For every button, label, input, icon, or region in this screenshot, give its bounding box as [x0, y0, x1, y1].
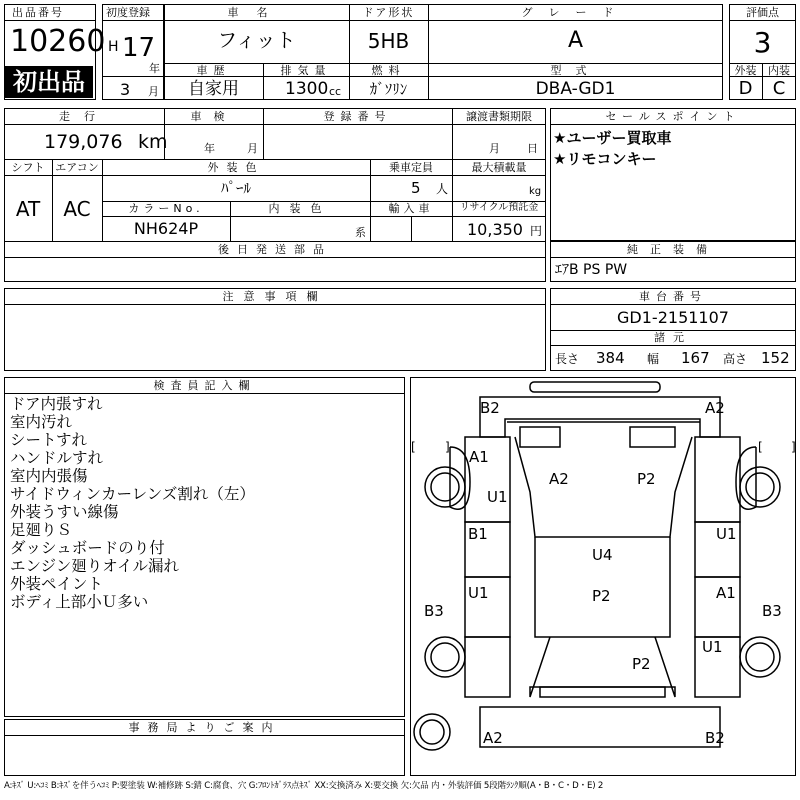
ac: AC [63, 197, 91, 221]
inspector-line: 外装ペイント [10, 575, 104, 593]
mark-a2-bottom: A2 [483, 729, 503, 747]
equipment-label: 純正装備 [627, 243, 719, 256]
interior-grade: C [772, 78, 786, 99]
mark-u1-right-bottom: U1 [702, 638, 723, 656]
lot-label: 出品番号 [12, 6, 64, 19]
reg-month-unit: 月 [148, 85, 159, 98]
recycle-label: リサイクル預託金 [459, 202, 539, 213]
mileage-unit: km [138, 131, 168, 153]
mileage-label: 走行 [59, 110, 109, 123]
fuel: ｶﾞｿﾘﾝ [369, 80, 408, 98]
transfer-day-unit: 日 [527, 142, 538, 155]
inspector-line: 足廻りＳ [10, 521, 73, 539]
capacity: 5 [411, 179, 421, 197]
car-name-label: 車名 [227, 6, 286, 19]
office-label: 事務局よりご案内 [128, 721, 281, 734]
diagram-bracket-rb: ] [791, 440, 796, 454]
mark-u1-right-top: U1 [716, 525, 737, 543]
reg-label: 初度登録 [106, 6, 150, 19]
inspector-lines [10, 395, 255, 611]
displacement: 1300 [285, 79, 329, 99]
mark-b2-top: B2 [480, 399, 500, 417]
transfer-label: 譲渡書類期限 [466, 110, 532, 123]
car-name: フィット [217, 28, 296, 52]
diagram-bracket-rt: ] [445, 440, 450, 454]
model: DBA-GD1 [535, 79, 616, 99]
lot-number: 10260 [10, 24, 106, 59]
diagram-bracket-lt: [ [411, 440, 416, 454]
history: 自家用 [188, 79, 239, 99]
reg-era: H [108, 39, 119, 55]
capacity-unit: 人 [436, 182, 449, 196]
transfer-month-unit: 月 [489, 142, 500, 155]
length-label: 長さ [555, 352, 580, 366]
chassis-label: 車台番号 [639, 290, 707, 303]
import-label: 輸入車 [388, 202, 434, 215]
mark-a2-center: A2 [549, 470, 569, 488]
mileage: 179,076 [44, 131, 123, 153]
diagram-bracket-lb: [ [758, 440, 763, 454]
inspection-year-unit: 年 [204, 142, 215, 155]
equipment-value: ｴｱB PS PW [555, 262, 628, 278]
inspector-label: 検査員記入欄 [153, 379, 256, 392]
sales-point-1: ★ユーザー買取車 [553, 129, 672, 147]
load-label: 最大積載量 [471, 161, 527, 174]
reg-year-unit: 年 [149, 62, 160, 75]
score-label: 評価点 [746, 6, 779, 19]
reg-year: 17 [122, 33, 156, 63]
length: 384 [596, 349, 625, 367]
mark-p2-center-top: P2 [637, 470, 656, 488]
sales-label: セールスポイント [605, 110, 741, 123]
height-label: 高さ [723, 352, 748, 366]
mark-p2-mid: P2 [592, 587, 611, 605]
int-color-label: 内装色 [268, 202, 332, 215]
chassis-number: GD1-2151107 [617, 308, 729, 327]
recycle-unit: 円 [530, 224, 543, 238]
inspector-line: 室内内張傷 [10, 467, 88, 485]
inspector-line: ドア内張すれ [10, 395, 103, 413]
inspection-month-unit: 月 [247, 142, 258, 155]
mark-b1-left: B1 [468, 525, 488, 543]
inspector-line: 外装うすい線傷 [10, 503, 119, 521]
interior-label: 内装 [768, 64, 790, 77]
width-label: 幅 [647, 352, 660, 366]
inspector-line: シートすれ [10, 431, 88, 449]
ext-color: ﾊﾟｰﾙ [220, 179, 251, 197]
mark-u1-left-mid: U1 [468, 584, 489, 602]
inspector-line: エンジン廻りオイル漏れ [10, 557, 179, 575]
mark-p2-bottom: P2 [632, 655, 651, 673]
ext-color-label: 外装色 [207, 161, 265, 174]
recycle: 10,350 [467, 220, 523, 239]
exterior-grade: D [738, 78, 753, 99]
width: 167 [681, 349, 710, 367]
score: 3 [753, 26, 772, 59]
color-no: NH624P [133, 219, 199, 238]
spec-label: 諸元 [654, 331, 692, 344]
load-unit: kg [529, 186, 542, 197]
mark-a1-left: A1 [469, 448, 489, 466]
grade-label: グレード [521, 6, 630, 19]
first-listing-badge: 初出品 [5, 66, 93, 98]
color-no-label: カラーNo. [128, 202, 204, 215]
inspector-line: ダッシュボードのり付 [10, 539, 165, 557]
displacement-label: 排気量 [280, 64, 332, 77]
int-color-unit: 系 [355, 226, 366, 239]
notes-label: 注意事項欄 [222, 290, 328, 303]
shift-label: シフト [11, 161, 45, 174]
model-label: 型式 [550, 64, 601, 77]
reg-month: 3 [120, 80, 131, 99]
capacity-label: 乗車定員 [389, 161, 433, 174]
mark-a2-top: A2 [705, 399, 725, 417]
exterior-label: 外装 [734, 64, 757, 77]
mark-u4: U4 [592, 546, 613, 564]
later-parts-label: 後日発送部品 [218, 243, 332, 256]
mark-b2-bottom: B2 [705, 729, 725, 747]
inspector-line: サイドウィンカーレンズ割れ（左） [10, 485, 255, 503]
car-diagram [410, 377, 796, 776]
legend: A:ｷｽﾞ U:ﾍｺﾐ B:ｷｽﾞを伴うﾍｺﾐ P:要塗装 W:補修跡 S:錆 C:腐食、穴 G:ﾌﾛﾝﾄｶﾞﾗｽ点ｷｽﾞ XX:交換済み X:要交換 欠:欠品 内・外装評価 5段階ﾗﾝｸ順(A・B・C・D・E) 2 [4, 781, 604, 791]
grade: A [567, 28, 584, 53]
history-label: 車歴 [196, 64, 231, 77]
height: 152 [761, 349, 790, 367]
ac-label: エアコン [55, 161, 99, 174]
regno-label: 登録番号 [323, 110, 392, 123]
door-type: 5HB [367, 29, 410, 53]
mark-u1-left-top: U1 [487, 488, 508, 506]
inspector-line: 室内汚れ [10, 413, 73, 431]
inspector-line: ハンドルすれ [10, 449, 104, 467]
door-label: ドア形状 [362, 6, 415, 19]
inspection-label: 車検 [190, 110, 237, 123]
sales-point-2: ★リモコンキー [553, 150, 657, 168]
mark-a1-right: A1 [716, 584, 736, 602]
shift: AT [15, 197, 41, 221]
fuel-label: 燃料 [371, 64, 406, 77]
inspector-line: ボディ上部小Ｕ多い [10, 593, 149, 611]
sales-box [550, 108, 796, 241]
displacement-unit: cc [329, 85, 342, 98]
mark-b3-left: B3 [424, 602, 444, 620]
mark-b3-right: B3 [762, 602, 782, 620]
